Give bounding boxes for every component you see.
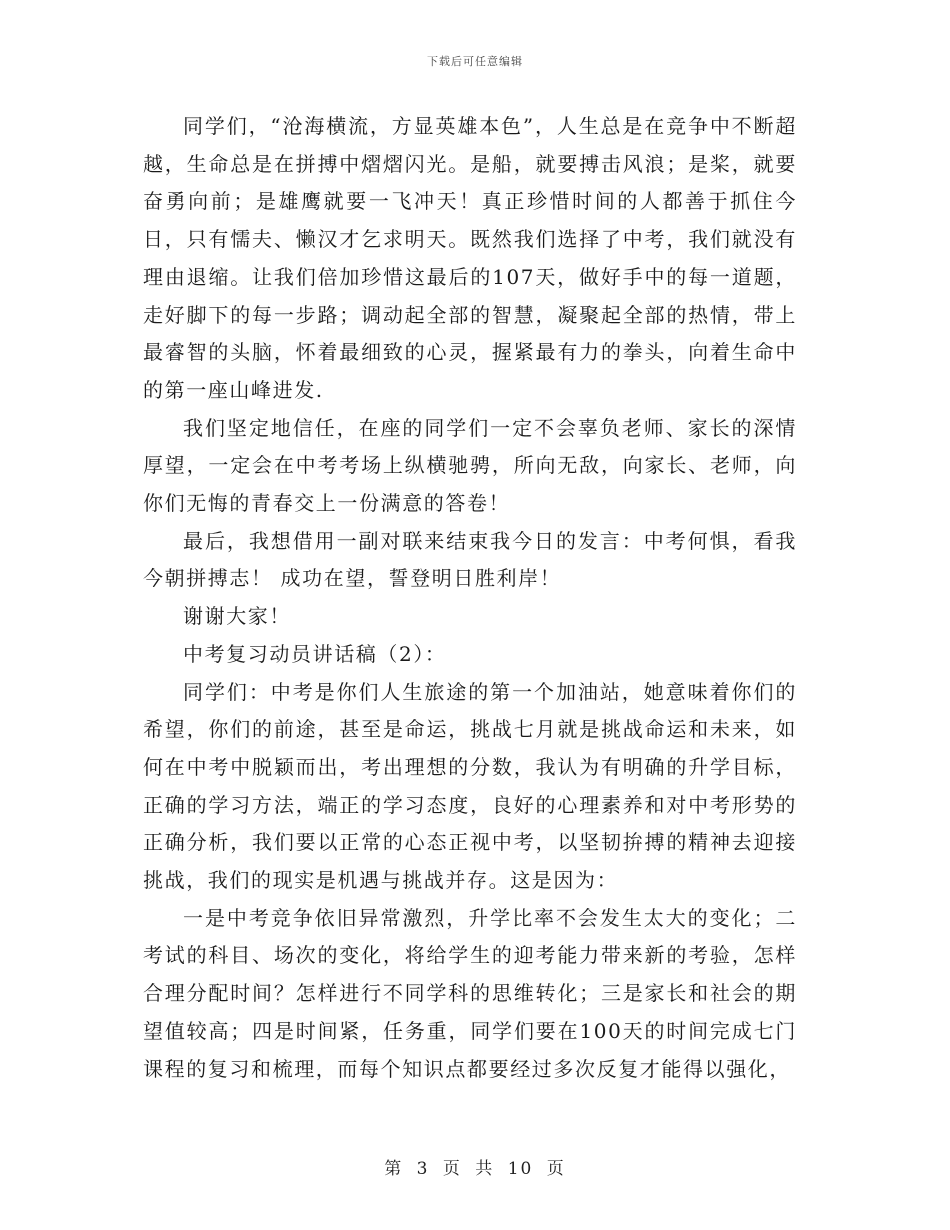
section-heading: 中考复习动员讲话稿（2）： (183, 641, 447, 666)
paragraph-1: 同学们，“沧海横流，方显英雄本色”，人生总是在竞争中不断超越，生命总是在拼搏中熠熠闪光。是船，就要搏击风浪；是桨，就要奋勇向前；是雄鹰就要一飞冲天！真正珍惜时间的人都善于抓住今日，只有懦夫、懒汉才乞求明天。既然我们选择了中考，我们就没有理由退缩。让我们倍加珍惜这最后的107天，做好手中的每一道题，走好脚下的每一步路；调动起全部的智慧，凝聚起全部的热情，带上最睿智的头脑，怀着最细致的心灵，握紧最有力的拳头，向着生命中的第一座山峰进发. (143, 114, 797, 402)
document-body (143, 108, 797, 1088)
page-header-note: 下载后可任意编辑 (427, 55, 523, 68)
paragraph-3: 最后，我想借用一副对联来结束我今日的发言：中考何惧，看我今朝拼搏志！ 成功在望，誓登明日胜利岸！ (143, 528, 797, 591)
paragraph-6: 一是中考竞争依旧异常激烈，升学比率不会发生太大的变化；二考试的科目、场次的变化，将给学生的迎考能力带来新的考验，怎样合理分配时间？怎样进行不同学科的思维转化；三是家长和社会的期望值较高；四是时间紧，任务重，同学们要在100天的时间完成七门课程的复习和梳理，而每个知识点都要经过多次反复才能得以强化， (143, 905, 797, 1081)
paragraph-4: 谢谢大家！ (183, 604, 291, 629)
paragraph-2: 我们坚定地信任，在座的同学们一定不会辜负老师、家长的深情厚望，一定会在中考考场上纵横驰骋，所向无敌，向家长、老师，向你们无悔的青春交上一份满意的答卷！ (143, 415, 797, 516)
paragraph-5: 同学们：中考是你们人生旅途的第一个加油站，她意味着你们的希望，你们的前途，甚至是命运，挑战七月就是挑战命运和未来，如何在中考中脱颖而出，考出理想的分数，我认为有明确的升学目标，正确的学习方法，端正的学习态度，良好的心理素养和对中考形势的正确分析，我们要以正常的心态正视中考，以坚韧拚搏的精神去迎接挑战，我们的现实是机遇与挑战并存。这是因为： (143, 679, 797, 893)
page-number: 第 3 页 共 10 页 (384, 1159, 566, 1179)
